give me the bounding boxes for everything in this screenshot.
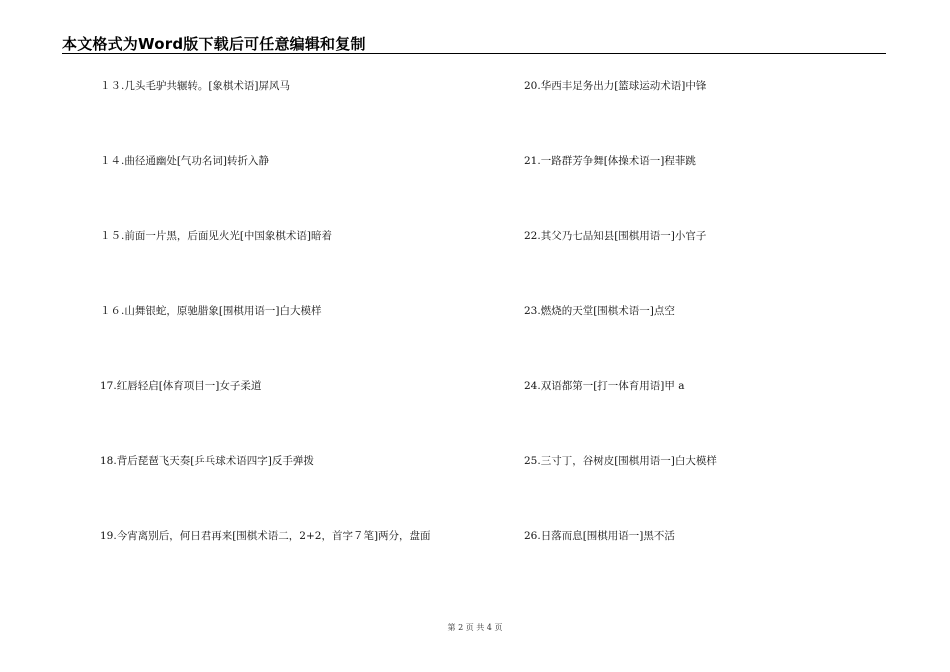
riddle-entry: １３.几头毛驴共辗转。[象棋术语]屏风马 — [100, 80, 291, 92]
riddle-entry: 17.红唇轻启[体育项目一]女子柔道 — [100, 380, 262, 392]
riddle-entry: 22.其父乃七品知县[围棋用语一]小官子 — [524, 230, 707, 242]
riddle-entry: 18.背后琵琶飞天奏[乒乓球术语四字]反手弹拨 — [100, 455, 314, 467]
riddle-entry: 21.一路群芳争舞[体操术语一]程菲跳 — [524, 155, 696, 167]
header-divider — [62, 53, 886, 54]
riddle-entry: 26.日落而息[围棋用语一]黑不活 — [524, 530, 675, 542]
riddle-entry: １５.前面一片黑，后面见火光[中国象棋术语]暗着 — [100, 230, 333, 242]
riddle-entry: １６.山舞银蛇，原驰腊象[围棋用语一]白大模样 — [100, 305, 322, 317]
riddle-entry: １４.曲径通幽处[气功名词]转折入静 — [100, 155, 270, 167]
riddle-entry: 19.今宵离别后，何日君再来[围棋术语二，2+2，首字７笔]两分，盘面 — [100, 530, 431, 542]
document-header-title: 本文格式为Word版下载后可任意编辑和复制 — [62, 35, 366, 53]
riddle-entry: 25.三寸丁，谷树皮[围棋用语一]白大模样 — [524, 455, 717, 467]
riddle-entry: 24.双语都第一[打一体育用语]甲 a — [524, 380, 685, 392]
page-number-footer: 第 2 页 共 4 页 — [447, 623, 503, 632]
riddle-entry: 20.华西丰足务出力[篮球运动术语]中锋 — [524, 80, 707, 92]
riddle-entry: 23.燃烧的天堂[围棋术语一]点空 — [524, 305, 675, 317]
